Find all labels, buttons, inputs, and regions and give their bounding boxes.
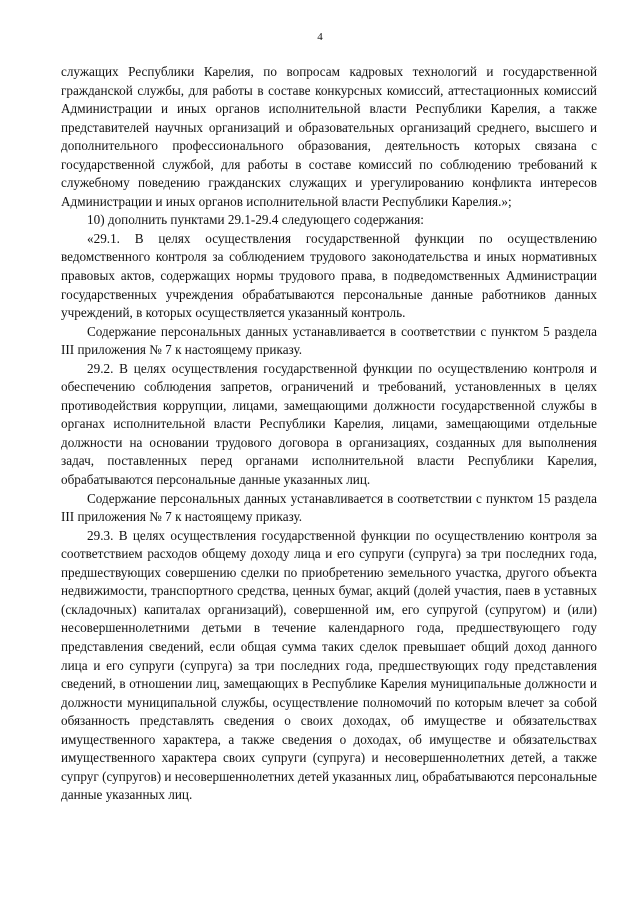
paragraph-item-10: 10) дополнить пунктами 29.1-29.4 следующего содержания:	[87, 212, 424, 228]
paragraph-29-2-content: Содержание персональных данных устанавливается в соответствии с пунктом 15 раздела III приложения № 7 к настоящему приказу.	[61, 490, 597, 525]
paragraph-29-1: «29.1. В целях осуществления государственной функции по осуществлению ведомственного контроля за соблюдением трудового законодательства и иных нормативных правовых актов, содержащих нормы трудового права, в подведомственных Администрации государственных учреждения обрабатываются персональные данные работников данных учреждений, в которых осуществляется указанный контроль.	[61, 230, 597, 321]
paragraph-continuation: служащих Республики Карелия, по вопросам кадровых технологий и государственной гражданской службы, для работы в составе конкурсных комиссий, аттестационных комиссий Администрации и иных органов исполнительной власти Республики Карелия, а также представителей научных организаций и образовательных организаций среднего, высшего и дополнительного профессионального образования, деятельность которых связана с государственной службой, для работы в составе комиссий по соблюдению требований к служебному поведению гражданских служащих и урегулированию конфликта интересов Администрации и иных органов исполнительной власти Республики Карелия.»;	[61, 64, 597, 209]
document-body	[61, 63, 597, 805]
paragraph-29-1-content: Содержание персональных данных устанавливается в соответствии с пунктом 5 раздела III приложения № 7 к настоящему приказу.	[61, 323, 597, 358]
paragraph-29-2: 29.2. В целях осуществления государственной функции по осуществлению контроля и обеспечению соблюдения запретов, ограничений и требований, установленных в целях противодействия коррупции, лицами, замещающими должности государственной службы в органах исполнительной власти Республики Карелия, лицами, замещающими отдельные должности на основании трудового договора в организациях, созданных для выполнения задач, поставленных перед органами исполнительной власти Республики Карелия, обрабатываются персональные данные указанных лиц.	[61, 360, 597, 488]
paragraph-29-3: 29.3. В целях осуществления государственной функции по осуществлению контроля за соответствием расходов общему доходу лица и его супруги (супруга) за три последних года, предшествующих совершению сделки по приобретению земельного участка, другого объекта недвижимости, транспортного средства, ценных бумаг, акций (долей участия, паев в уставных (складочных) капиталах организаций), совершенной им, его супругой (супругом) и (или) несовершеннолетними детьми в течение календарного года, предшествующего году представления сведений, если общая сумма таких сделок превышает общий доход данного лица и его супруги (супруга) за три последних года, предшествующих году представления сведений, в отношении лиц, замещающих в Республике Карелия муниципальные должности и должности муниципальной службы, осуществление полномочий по которым влечет за собой обязанность представлять сведения о своих доходах, об имуществе и обязательствах имущественного характера, а также сведения о доходах, об имуществе и обязательствах имущественного характера своих супруги (супруга) и несовершеннолетних детей, а также супруг (супругов) и несовершеннолетних детей указанных лиц, обрабатываются персональные данные указанных лиц.	[61, 527, 597, 803]
page-number: 4	[317, 31, 323, 43]
